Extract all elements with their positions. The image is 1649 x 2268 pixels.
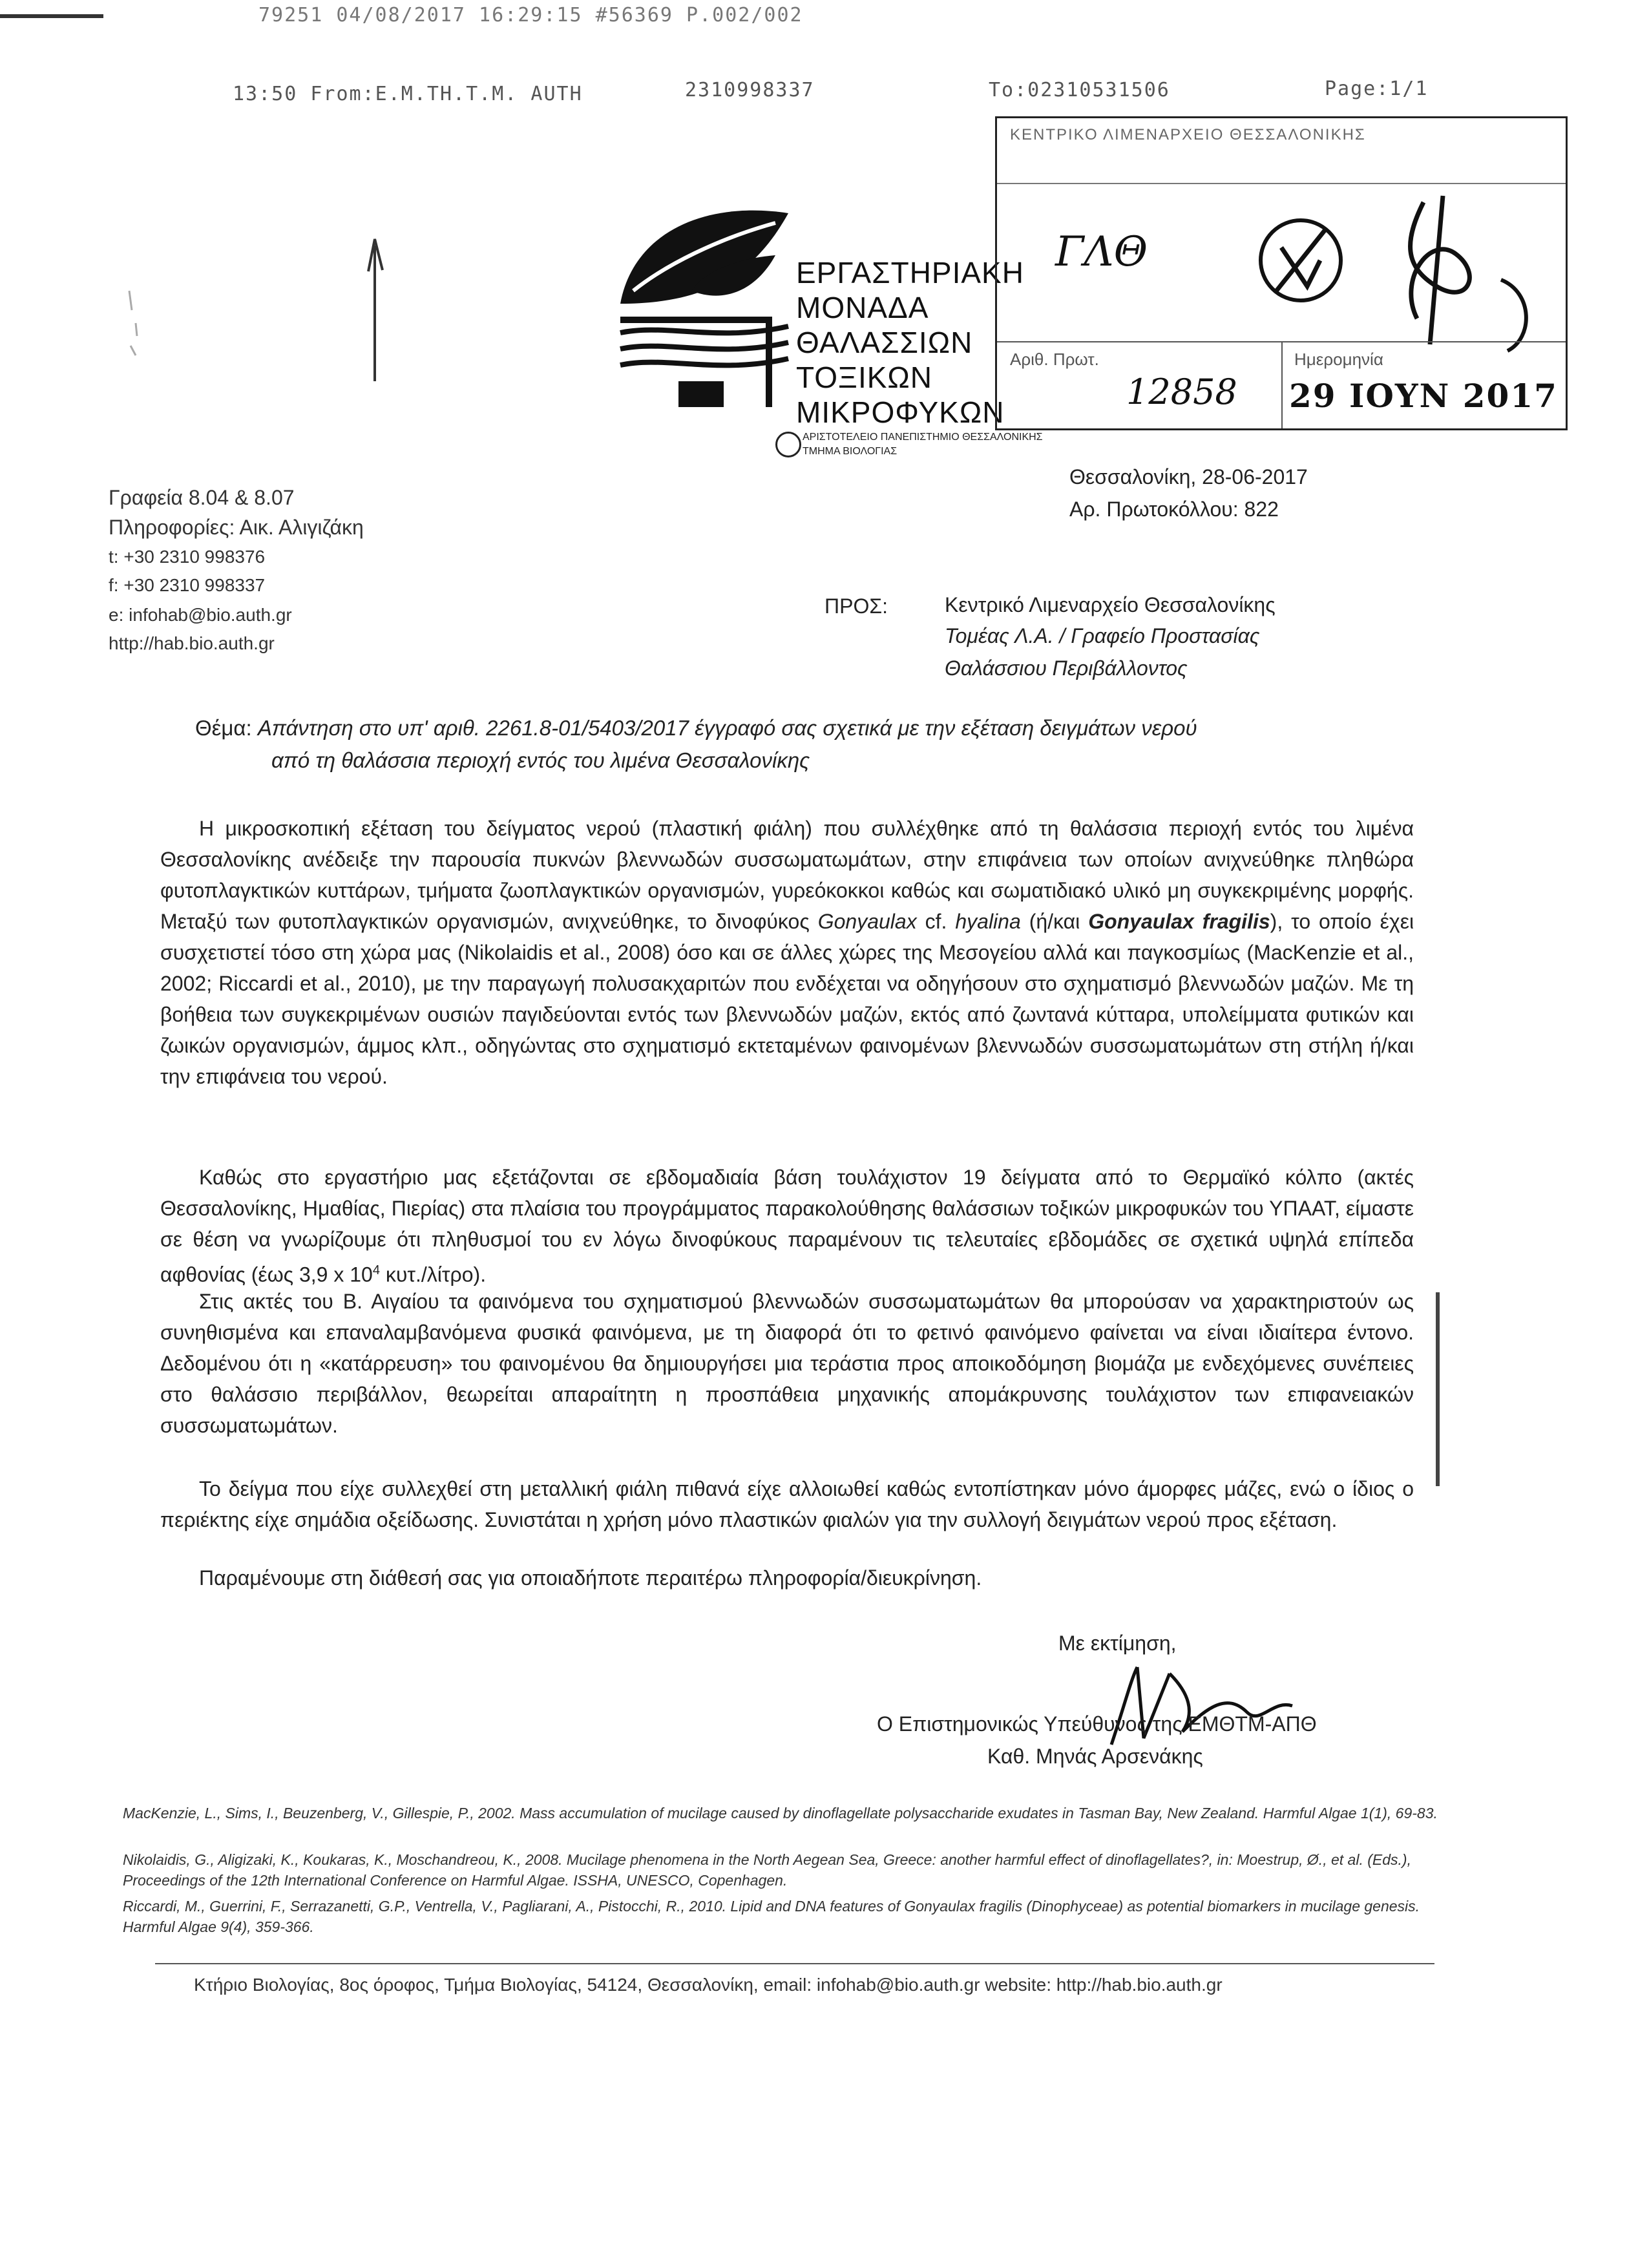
stamp-protocol-label: Αριθ. Πρωτ. xyxy=(1010,350,1099,369)
contact-web: http://hab.bio.auth.gr xyxy=(109,633,275,653)
species-genus-1: Gonyaulax xyxy=(817,910,917,933)
lab-logo xyxy=(607,194,1043,465)
fax-header-to: To:02310531506 xyxy=(989,79,1170,101)
reference-1: MacKenzie, L., Sims, I., Beuzenberg, V., Gillespie, P., 2002. Mass accumulation of mucilage caused by dinoflagellate polysaccharide exudates in Tasman Bay, New Zealand. Harmful Algae 1(1), 69-83. xyxy=(123,1805,1438,1822)
subject-line1 xyxy=(195,716,1197,740)
logo-line-2: ΜΟΝΑΔΑ xyxy=(796,291,929,324)
fax-header-line1: 79251 04/08/2017 16:29:15 #56369 P.002/002 xyxy=(258,4,803,26)
contact-info: Πληροφορίες: Αικ. Αλιγιζάκη xyxy=(109,516,364,539)
margin-bracket xyxy=(1436,1292,1440,1486)
logo-line-1: ΕΡΓΑΣΤΗΡΙΑΚΗ xyxy=(796,256,1024,289)
subject-text-2: από τη θαλάσσια περιοχή εντός του λιμένα Θεσσαλονίκης xyxy=(271,748,810,772)
receipt-stamp xyxy=(995,116,1568,430)
subject-text-1: Απάντηση στο υπ' αριθ. 2261.8-01/5403/2017 έγγραφό σας σχετικά με την εξέταση δειγμάτων νερού xyxy=(257,716,1197,740)
body-paragraph-4: Το δείγμα που είχε συλλεχθεί στη μεταλλική φιάλη πιθανά είχε αλλοιωθεί καθώς εντοπίστηκαν μόνο άμορφες μάζες, ενώ ο ίδιος ο περιέκτης είχε σημάδια οξείδωσης. Συνιστάται η χρήση μόνο πλαστικών φιαλών για την συλλογή δειγμάτων νερού προς εξέταση. xyxy=(160,1477,1414,1531)
fax-top-rule xyxy=(0,14,103,18)
recipient-label: ΠΡΟΣ: xyxy=(824,594,888,618)
lab-logo-icon xyxy=(607,194,801,414)
handwritten-signature-stamp xyxy=(1210,189,1546,357)
logo-department: ΤΜΗΜΑ ΒΙΟΛΟΓΙΑΣ xyxy=(803,446,898,457)
fax-header-from: 13:50 From:E.M.TH.T.M. AUTH xyxy=(233,83,583,105)
closing-regards: Με εκτίμηση, xyxy=(1058,1632,1177,1655)
logo-line-4: ΤΟΞΙΚΩΝ xyxy=(796,361,933,394)
place-date: Θεσσαλονίκη, 28-06-2017 xyxy=(1069,465,1308,488)
stamp-header: ΚΕΝΤΡΙΚΟ ΛΙΜΕΝΑΡΧΕΙΟ ΘΕΣΣΑΛΟΝΙΚΗΣ xyxy=(1010,126,1366,143)
recipient-line2: Τομέας Λ.Α. / Γραφείο Προστασίας xyxy=(945,624,1260,647)
subject-label: Θέμα: xyxy=(195,716,252,740)
species-name-2: Gonyaulax fragilis xyxy=(1088,910,1270,933)
stamp-handwritten-code: ΓΛΘ xyxy=(1055,228,1148,276)
body-paragraph-5: Παραμένουμε στη διάθεσή σας για οποιαδήποτε περαιτέρω πληροφορία/διευκρίνηση. xyxy=(199,1566,982,1590)
closing-role: Ο Επιστημονικώς Υπεύθυνος της ΕΜΘΤΜ-ΑΠΘ xyxy=(877,1712,1317,1736)
margin-marks xyxy=(116,284,155,362)
reference-2: Nikolaidis, G., Aligizaki, K., Koukaras, K., Moschandreou, K., 2008. Mucilage phenomena in the North Aegean Sea, Greece: another harmful effect of dinoflagellates?, in: Moestrup, Ø., et al. (Eds.), Proceedings of the 12th International Conference on Harmful Algae. ISSHA, UNESCO, Copenhagen. xyxy=(123,1851,1411,1889)
logo-line-5: ΜΙΚΡΟΦΥΚΩΝ xyxy=(796,395,1005,429)
logo-university: ΑΡΙΣΤΟΤΕΛΕΙΟ ΠΑΝΕΠΙΣΤΗΜΙΟ ΘΕΣΣΑΛΟΝΙΚΗΣ xyxy=(803,432,1043,443)
contact-fax: f: +30 2310 998337 xyxy=(109,575,266,595)
footer-address: Κτήριο Βιολογίας, 8ος όροφος, Τμήμα Βιολογίας, 54124, Θεσσαλονίκη, email: infohab@bio.auth.gr website: http://hab.bio.auth.gr xyxy=(194,1975,1223,1995)
closing-name: Καθ. Μηνάς Αρσενάκης xyxy=(987,1745,1203,1768)
handwritten-signature xyxy=(1098,1654,1305,1758)
fax-header-number: 2310998337 xyxy=(685,79,815,101)
recipient-line1: Κεντρικό Λιμεναρχείο Θεσσαλονίκης xyxy=(945,593,1276,616)
logo-line-3: ΘΑΛΑΣΣΙΩΝ xyxy=(796,326,973,359)
contact-email: e: infohab@bio.auth.gr xyxy=(109,605,292,625)
contact-tel: t: +30 2310 998376 xyxy=(109,547,266,567)
footer-rule xyxy=(155,1963,1434,1964)
contact-offices: Γραφεία 8.04 & 8.07 xyxy=(109,486,295,509)
protocol-number: Αρ. Πρωτοκόλλου: 822 xyxy=(1069,498,1279,521)
stamp-date-label: Ημερομηνία xyxy=(1294,350,1383,369)
body-paragraph-2: Καθώς στο εργαστήριο μας εξετάζονται σε εβδομαδιαία βάση τουλάχιστον 19 δείγματα από το Θερμαϊκό κόλπο (ακτές Θεσσαλονίκης, Ημαθίας, Πιερίας) στα πλαίσια του προγράμματος παρακολούθησης θαλάσσιων τοξικών μικροφυκών του ΥΠΑΑΤ, είμαστε σε θέση να γνωρίζουμε ότι πληθυσμοί του εν λόγω δινοφύκους παραμένουν τις τελευταίες εβδομάδες σε σχετικά υψηλά επίπεδα αφθονίας (έως 3,9 x $10^4$ κυτ./λίτρο). xyxy=(160,1166,1414,1286)
fax-header-page: Page:1/1 xyxy=(1325,78,1429,100)
handwritten-arrow-mark xyxy=(349,233,401,388)
reference-3: Riccardi, M., Guerrini, F., Serrazanetti, G.P., Ventrella, V., Pagliarani, A., Pistocchi, R., 2010. Lipid and DNA features of Gonyaulax fragilis (Dinophyceae) as potential biomarkers in mucilage genesis. Harmful Algae 9(4), 359-366. xyxy=(123,1898,1420,1935)
university-seal-icon xyxy=(775,432,801,457)
stamp-date: 29 ΙΟΥΝ 2017 xyxy=(1289,377,1558,415)
stamp-protocol-number: 12858 xyxy=(1126,372,1237,412)
body-paragraph-1: Η μικροσκοπική εξέταση του δείγματος νερού (πλαστική φιάλη) που συλλέχθηκε από τη θαλάσσια περιοχή εντός του λιμένα Θεσσαλονίκης ανέδειξε την παρουσία πυκνών βλεννωδών συσσωματωμάτων, στην επιφάνεια των οποίων ανιχνεύθηκε πληθώρα φυτοπλαγκτικών κυττάρων, τμήματα ζωοπλαγκτικών οργανισμών, γυρεόκοκκοι καθώς και σωματιδιακό υλικό μη συγκεκριμένης μορφής. Μεταξύ των φυτοπλαγκτικών οργανισμών, ανιχνεύθηκε, το δινοφύκος Gonyaulax cf. hyalina (ή/και Gonyaulax fragilis), το οποίο έχει συσχετιστεί τόσο στη χώρα μας (Nikolaidis et al., 2008) όσο και σε άλλες χώρες της Μεσογείου αλλά και παγκοσμίως (MacKenzie et al., 2002; Riccardi et al., 2010), με την παραγωγή πολυσακχαριτών που ενδέχεται να οδηγήσουν στο σχηματισμό βλεννωδών μαζών. Με τη βοήθεια των συγκεκριμένων ουσιών παγιδεύονται εντός των βλεννωδών μαζών, εκτός από ζωντανά κύτταρα, υπολείμματα φυτικών και ζωικών οργανισμών, άμμος κλπ., οδηγώντας στο σχηματισμό εκτεταμένων φαινομένων βλεννωδών συσσωματωμάτων στη στήλη ή/και την επιφάνεια του νερού. xyxy=(160,817,1414,1088)
species-epithet-1: hyalina xyxy=(955,910,1021,933)
recipient-line3: Θαλάσσιου Περιβάλλοντος xyxy=(945,656,1188,680)
body-paragraph-3: Στις ακτές του Β. Αιγαίου τα φαινόμενα του σχηματισμού βλεννωδών συσσωματωμάτων θα μπορούσαν να χαρακτηριστούν ως συνηθισμένα και επαναλαμβανόμενα φυσικά φαινόμενα, με τη διαφορά ότι το φετινό φαινόμενο φαίνεται να είναι ιδιαίτερα έντονο. Δεδομένου ότι η «κατάρρευση» του φαινομένου θα δημιουργήσει μια τεράστια προς αποικοδόμηση βιομάζα με ενδεχόμενες συνέπειες στο θαλάσσιο περιβάλλον, θεωρείται απαραίτητη η προσπάθεια μηχανικής απομάκρυνσης τουλάχιστον των επιφανειακών συσσωματωμάτων. xyxy=(160,1290,1414,1437)
